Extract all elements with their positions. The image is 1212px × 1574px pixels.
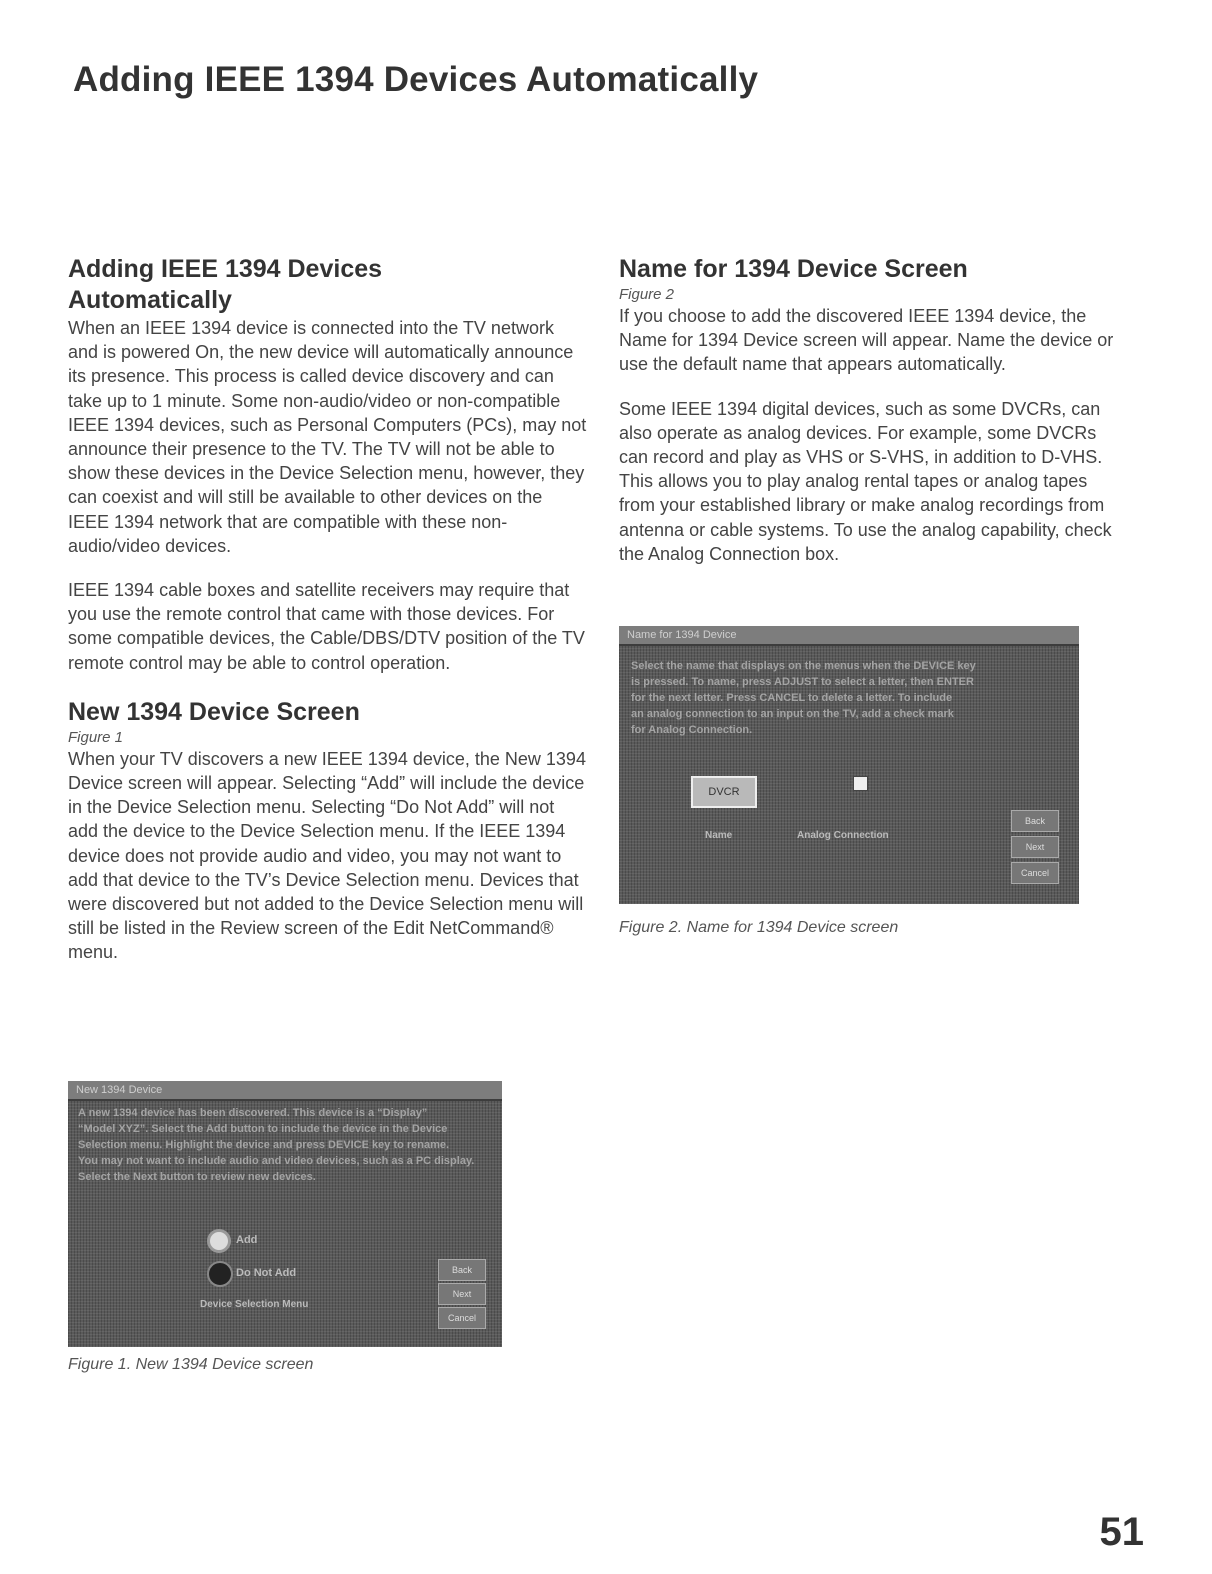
figure-2-screenshot	[619, 626, 1079, 904]
figure-2-line: an analog connection to an input on the TV, add a check mark	[631, 708, 954, 720]
heading-line-1: Adding IEEE 1394 Devices	[68, 255, 383, 283]
section-heading-adding	[68, 254, 588, 316]
figure-1-header: New 1394 Device	[68, 1081, 502, 1101]
figure-1-line: “Model XYZ”. Select the Add button to include the device in the Device	[78, 1123, 448, 1135]
right-column	[619, 254, 1119, 566]
figure-2-line: for the next letter. Press CANCEL to delete a letter. To include	[631, 692, 953, 704]
cancel-button[interactable]: Cancel	[438, 1307, 486, 1329]
do-not-add-radio[interactable]	[207, 1261, 233, 1287]
paragraph-device-discovery: When an IEEE 1394 device is connected into the TV network and is powered On, the new device will automatically announce its presence. This process is called device discovery and can take up to 1 minute. Some non-audio/video or non-compatible IEEE 1394 devices, such as Personal Computers (PCs), may not announce their presence to the TV. The TV will not be able to show these devices in the Device Selection menu, however, they can coexist and will still be available to other devices on the IEEE 1394 network that are compatible with these non-audio/video devices.	[68, 318, 587, 556]
analog-connection-checkbox[interactable]	[853, 776, 868, 791]
paragraph-name-device: If you choose to add the discovered IEEE 1394 device, the Name for 1394 Device screen will appear. Name the device or use the default name that appears automatically.	[619, 306, 1114, 375]
figure-reference-2: Figure 2	[619, 286, 675, 303]
analog-connection-label: Analog Connection	[797, 830, 889, 841]
figure-2-caption: Figure 2. Name for 1394 Device screen	[619, 919, 899, 936]
paragraph-analog: Some IEEE 1394 digital devices, such as some DVCRs, can also operate as analog devices. For example, some DVCRs can record and play as VHS or S-VHS, in addition to D-VHS. This allows you to play analog rental tapes or analog tapes from your established library or make analog recordings from antenna or cable systems. To use the analog capability, check the Analog Connection box.	[619, 398, 1112, 564]
figure-2-line: Select the name that displays on the menus when the DEVICE key	[631, 660, 976, 672]
back-button[interactable]: Back	[438, 1259, 486, 1281]
back-button[interactable]: Back	[1011, 810, 1059, 832]
paragraph-new-device: When your TV discovers a new IEEE 1394 device, the New 1394 Device screen will appear. Selecting “Add” will include the device in the Device Selection menu. Selecting “Do Not Add” will not add the device to the Device Selection menu. If the IEEE 1394 device does not provide audio and video, you may not want to add that device to the TV’s Device Selection menu. Devices that were discovered but not added to the Device Selection menu will still be listed in the Review screen of the Edit NetCommand® menu.	[68, 748, 586, 963]
figure-reference-1: Figure 1	[68, 728, 124, 746]
cancel-button[interactable]: Cancel	[1011, 862, 1059, 884]
section-heading-new-device: New 1394 Device Screen	[68, 697, 360, 726]
paragraph-cable-boxes: IEEE 1394 cable boxes and satellite receivers may require that you use the remote control that came with those devices. For some compatible devices, the Cable/DBS/DTV position of the TV remote control may be able to control operation.	[68, 580, 585, 673]
page-title: Adding IEEE 1394 Devices Automatically	[73, 60, 759, 99]
figure-1-text	[78, 1105, 498, 1185]
name-label: Name	[705, 830, 733, 841]
figure-2-text	[631, 658, 1071, 738]
heading-line-2: Automatically	[68, 286, 232, 314]
name-input[interactable]: DVCR	[691, 776, 757, 808]
figure-1-line: Select the Next button to review new devices.	[78, 1171, 316, 1183]
figure-1-caption: Figure 1. New 1394 Device screen	[68, 1356, 314, 1373]
figure-1-line: You may not want to include audio and video devices, such as a PC display.	[78, 1155, 475, 1167]
figure-1-line: Selection menu. Highlight the device and press DEVICE key to rename.	[78, 1139, 450, 1151]
figure-1-line: A new 1394 device has been discovered. This device is a “Display”	[78, 1107, 428, 1119]
figure-2-line: is pressed. To name, press ADJUST to select a letter, then ENTER	[631, 676, 974, 688]
next-button[interactable]: Next	[438, 1283, 486, 1305]
figure-2-header: Name for 1394 Device	[619, 626, 1079, 646]
next-button[interactable]: Next	[1011, 836, 1059, 858]
figure-1-screenshot	[68, 1081, 502, 1347]
device-selection-label: Device Selection Menu	[200, 1299, 309, 1310]
section-heading-name-device: Name for 1394 Device Screen	[619, 255, 968, 283]
do-not-add-label: Do Not Add	[236, 1267, 297, 1279]
add-radio[interactable]	[207, 1229, 231, 1253]
left-column	[68, 254, 588, 965]
page-number: 51	[1099, 1510, 1144, 1554]
figure-2-line: for Analog Connection.	[631, 724, 753, 736]
add-label: Add	[236, 1234, 258, 1246]
